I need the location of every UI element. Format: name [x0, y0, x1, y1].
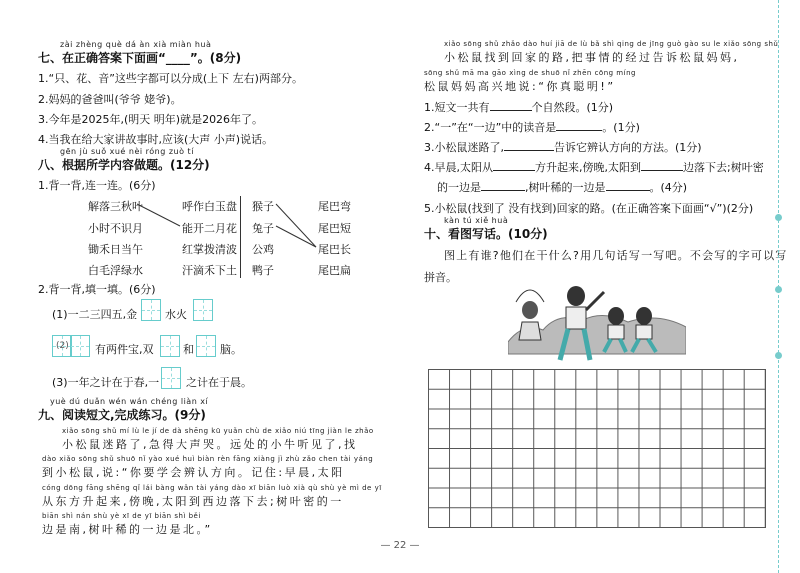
tail-3: 尾巴长	[318, 243, 351, 256]
page-footer: — 22 —	[380, 540, 420, 551]
s9-q1-text: 1.短文一共有	[424, 101, 490, 114]
fill-2-text-d: 脑。	[220, 343, 242, 356]
s9-pinyin: yuè dú duǎn wén wán chéng liàn xí	[50, 397, 209, 406]
passage-line-4: 边是南,树叶稀的一边是北。”	[42, 523, 213, 536]
girl-dress	[519, 322, 541, 340]
passage-line-1: 小松鼠迷路了,急得大声哭。远处的小牛听见了,找	[62, 438, 358, 451]
tail-1: 尾巴弯	[318, 200, 351, 213]
answer-blank[interactable]	[504, 150, 554, 151]
binding-dot	[775, 352, 782, 359]
s7-question-1: 1.“只、花、音”这些字都可以分成(上下 左右)两部分。	[38, 72, 303, 85]
match-line-poem	[137, 204, 180, 226]
writing-box[interactable]	[161, 367, 181, 389]
boy-head	[567, 286, 585, 306]
s9-q4-text-d: 的一边是	[437, 181, 481, 194]
fill-3-text-a: (3)一年之计在于春,一	[52, 376, 160, 389]
passage-pinyin-6: sōng shǔ mā ma gāo xìng de shuō nǐ zhēn cōng míng	[424, 69, 636, 77]
s10-pinyin: kàn tú xiě huà	[444, 216, 509, 225]
s8-question-1: 1.背一背,连一连。(6分)	[38, 179, 156, 192]
runner-1-head	[608, 307, 624, 325]
jump-rope	[516, 290, 544, 302]
girl-head	[522, 301, 538, 319]
s9-q3-tail: 告诉它辨认方向的方法。(1分)	[554, 141, 702, 154]
poem-mid-2: 能开二月花	[182, 222, 237, 235]
s9-question-4-cont	[437, 179, 687, 195]
fill-2-text-c: 和	[183, 343, 194, 356]
poem-mid-1: 呼作白玉盘	[182, 200, 237, 213]
fill-2-text-b: 有两件宝,双	[95, 343, 154, 356]
answer-blank[interactable]	[606, 190, 650, 191]
animal-3: 公鸡	[252, 243, 274, 256]
s7-question-2: 2.妈妈的爸爸叫(爷爷 姥爷)。	[38, 93, 182, 106]
fill-1-text-b: 水火	[165, 308, 187, 321]
answer-blank[interactable]	[556, 130, 602, 131]
s9-q4-text-f: 。(4分)	[649, 181, 688, 194]
s9-q4-text-c: 边落下去;树叶密	[683, 161, 764, 174]
writing-box[interactable]	[141, 299, 161, 321]
fill-2-label: (2)	[56, 341, 69, 351]
poem-mid-4: 汗滴禾下土	[182, 264, 237, 277]
passage-line-2: 到小松鼠,说:“你要学会辨认方向。记住:早晨,太阳	[42, 466, 345, 479]
s9-question-5: 5.小松鼠(找到了 没有找到)回家的路。(在正确答案下面画“√”)(2分)	[424, 202, 754, 215]
s8-pinyin: gēn jù suǒ xué nèi róng zuò tí	[60, 147, 194, 156]
writing-box[interactable]	[70, 335, 90, 357]
tail-2: 尾巴短	[318, 222, 351, 235]
writing-prompt-line-2: 拼音。	[424, 271, 457, 284]
answer-blank[interactable]	[481, 190, 525, 191]
tail-4: 尾巴扁	[318, 264, 351, 277]
s9-q1-tail: 个自然段。(1分)	[531, 101, 614, 114]
runner-2-head	[636, 307, 652, 325]
s9-q4-text-e: ,树叶稀的一边是	[525, 181, 606, 194]
s9-question-2	[424, 119, 640, 135]
children-playing-illustration	[508, 282, 686, 362]
answer-blank[interactable]	[641, 170, 683, 171]
boy-arm	[586, 292, 604, 310]
boy-shirt	[566, 307, 586, 329]
match-line-rabbit	[276, 226, 316, 247]
poem-left-1: 解落三秋叶	[88, 200, 143, 213]
section-9-title: 九、阅读短文,完成练习。(9分)	[38, 408, 206, 422]
passage-line-3: 从东方升起来,傍晚,太阳到西边落下去;树叶密的一	[42, 495, 344, 508]
s7-pinyin: zài zhèng què dá àn xià miàn huà	[60, 40, 212, 49]
writing-box[interactable]	[160, 335, 180, 357]
s9-question-4	[424, 159, 764, 175]
s9-q4-text-a: 4.早晨,太阳从	[424, 161, 493, 174]
s8-question-2: 2.背一背,填一填。(6分)	[38, 283, 156, 296]
fill-1-text-a: (1)一二三四五,金	[52, 308, 138, 321]
poem-left-4: 白毛浮绿水	[88, 264, 143, 277]
writing-grid[interactable]	[428, 369, 766, 528]
binding-dot	[775, 286, 782, 293]
writing-box[interactable]	[196, 335, 216, 357]
passage-line-5: 小松鼠找到回家的路,把事情的经过告诉松鼠妈妈,	[444, 51, 740, 64]
passage-pinyin-2: dào xiǎo sōng shǔ shuō nǐ yào xué huì biàn rèn fāng xiàng jì zhù zǎo chen tài yáng	[42, 455, 374, 463]
section-7-title: 七、在正确答案下面画“____”。(8分)	[38, 51, 242, 65]
passage-pinyin-1: xiǎo sōng shǔ mí lù le jí de dà shēng kū yuǎn chù de xiǎo niú tīng jiàn le zhǎo	[62, 427, 374, 435]
poem-left-2: 小时不识月	[88, 222, 143, 235]
writing-prompt-line-1: 图上有谁?他们在干什么?用几句话写一写吧。不会写的字可以写	[444, 249, 788, 262]
animal-4: 鸭子	[252, 264, 274, 277]
animal-2: 兔子	[252, 222, 274, 235]
s7-question-4: 4.当我在给大家讲故事时,应该(大声 小声)说话。	[38, 133, 274, 146]
s9-q2-text: 2.“一”在“一边”中的读音是	[424, 121, 557, 134]
poem-mid-3: 红掌拨清波	[182, 243, 237, 256]
runner-1-shirt	[608, 325, 624, 339]
poem-left-3: 锄禾日当午	[88, 243, 143, 256]
s9-question-1	[424, 99, 613, 115]
passage-line-6: 松鼠妈妈高兴地说:“你真聪明!”	[424, 80, 616, 93]
animal-1: 猴子	[252, 200, 274, 213]
fill-3-text-b: 之计在于晨。	[186, 376, 252, 389]
s9-q4-text-b: 方升起来,傍晚,太阳到	[535, 161, 641, 174]
s9-question-3	[424, 139, 702, 155]
s9-q2-tail: 。(1分)	[602, 121, 640, 134]
passage-pinyin-3: cóng dōng fāng shēng qǐ lái bàng wǎn tài yáng dào xī biān luò xià qù shù yè mì de yī	[42, 484, 382, 492]
runner-2-shirt	[636, 325, 652, 339]
binding-dot	[775, 214, 782, 221]
passage-pinyin-4: biān shì nán shù yè xī de yī biān shì běi	[42, 512, 201, 520]
match-line-monkey	[276, 204, 316, 247]
answer-blank[interactable]	[493, 170, 535, 171]
writing-box[interactable]	[193, 299, 213, 321]
s9-q3-text: 3.小松鼠迷路了,	[424, 141, 504, 154]
passage-pinyin-5: xiǎo sōng shǔ zhǎo dào huí jiā de lù bǎ shì qing de jīng guò gào su le xiǎo sōng shǔ	[444, 40, 779, 48]
section-8-title: 八、根据所学内容做题。(12分)	[38, 158, 210, 172]
page-number: 22	[393, 540, 407, 551]
section-10-title: 十、看图写话。(10分)	[424, 227, 548, 241]
s7-question-3: 3.今年是2025年,(明天 明年)就是2026年了。	[38, 113, 264, 126]
answer-blank[interactable]	[490, 110, 532, 111]
